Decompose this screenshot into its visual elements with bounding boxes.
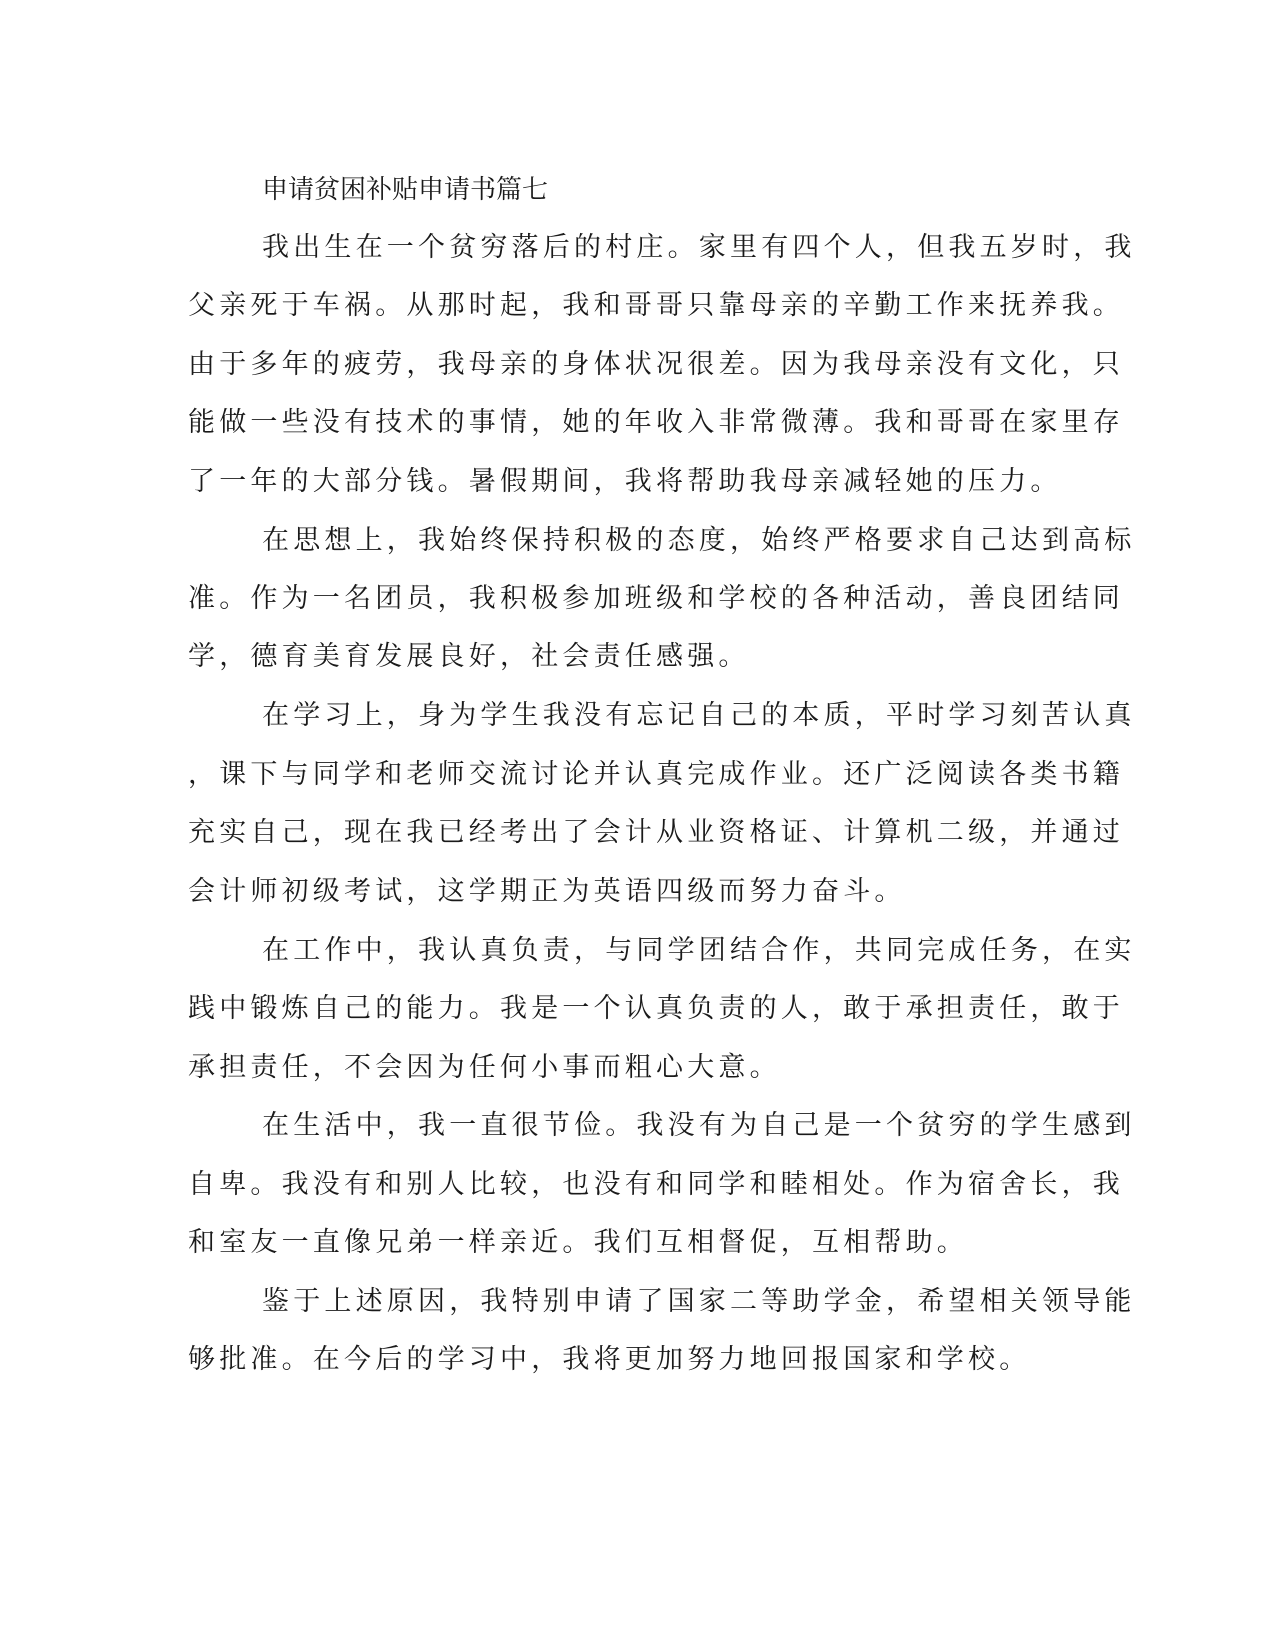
paragraph-3-line-1: 在学习上，身为学生我没有忘记自己的本质，平时学习刻苦认真 [262, 700, 1136, 731]
paragraph-4-line-2: 践中锻炼自己的能力。我是一个认真负责的人，敢于承担责任，敢于 [188, 993, 1124, 1024]
paragraph-1-line-2: 父亲死于车祸。从那时起，我和哥哥只靠母亲的辛勤工作来抚养我。 [188, 290, 1124, 321]
paragraph-3-line-3: 充实自己，现在我已经考出了会计从业资格证、计算机二级，并通过 [188, 817, 1124, 848]
paragraph-3-line-4: 会计师初级考试，这学期正为英语四级而努力奋斗。 [188, 876, 906, 907]
paragraph-1-line-4: 能做一些没有技术的事情，她的年收入非常微薄。我和哥哥在家里存 [188, 407, 1124, 438]
paragraph-3-line-2: ，课下与同学和老师交流讨论并认真完成作业。还广泛阅读各类书籍 [188, 759, 1124, 790]
paragraph-2-line-2: 准。作为一名团员，我积极参加班级和学校的各种活动，善良团结同 [188, 583, 1124, 614]
paragraph-5-line-3: 和室友一直像兄弟一样亲近。我们互相督促，互相帮助。 [188, 1227, 968, 1258]
paragraph-4-line-3: 承担责任，不会因为任何小事而粗心大意。 [188, 1052, 781, 1083]
paragraph-2-line-3: 学，德育美育发展良好，社会责任感强。 [188, 641, 750, 672]
paragraph-1-line-5: 了一年的大部分钱。暑假期间，我将帮助我母亲减轻她的压力。 [188, 466, 1062, 497]
paragraph-6-line-1: 鉴于上述原因，我特别申请了国家二等助学金，希望相关领导能 [262, 1286, 1136, 1317]
paragraph-4-line-1: 在工作中，我认真负责，与同学团结合作，共同完成任务，在实 [262, 935, 1136, 966]
paragraph-6-line-2: 够批准。在今后的学习中，我将更加努力地回报国家和学校。 [188, 1344, 1031, 1375]
paragraph-5-line-2: 自卑。我没有和别人比较，也没有和同学和睦相处。作为宿舍长，我 [188, 1169, 1124, 1200]
paragraph-1-line-3: 由于多年的疲劳，我母亲的身体状况很差。因为我母亲没有文化，只 [188, 349, 1124, 380]
paragraph-5-line-1: 在生活中，我一直很节俭。我没有为自己是一个贫穷的学生感到 [262, 1110, 1136, 1141]
document-title: 申请贫困补贴申请书篇七 [262, 175, 549, 205]
paragraph-1-line-1: 我出生在一个贫穷落后的村庄。家里有四个人，但我五岁时，我 [262, 232, 1136, 263]
paragraph-2-line-1: 在思想上，我始终保持积极的态度，始终严格要求自己达到高标 [262, 525, 1136, 556]
